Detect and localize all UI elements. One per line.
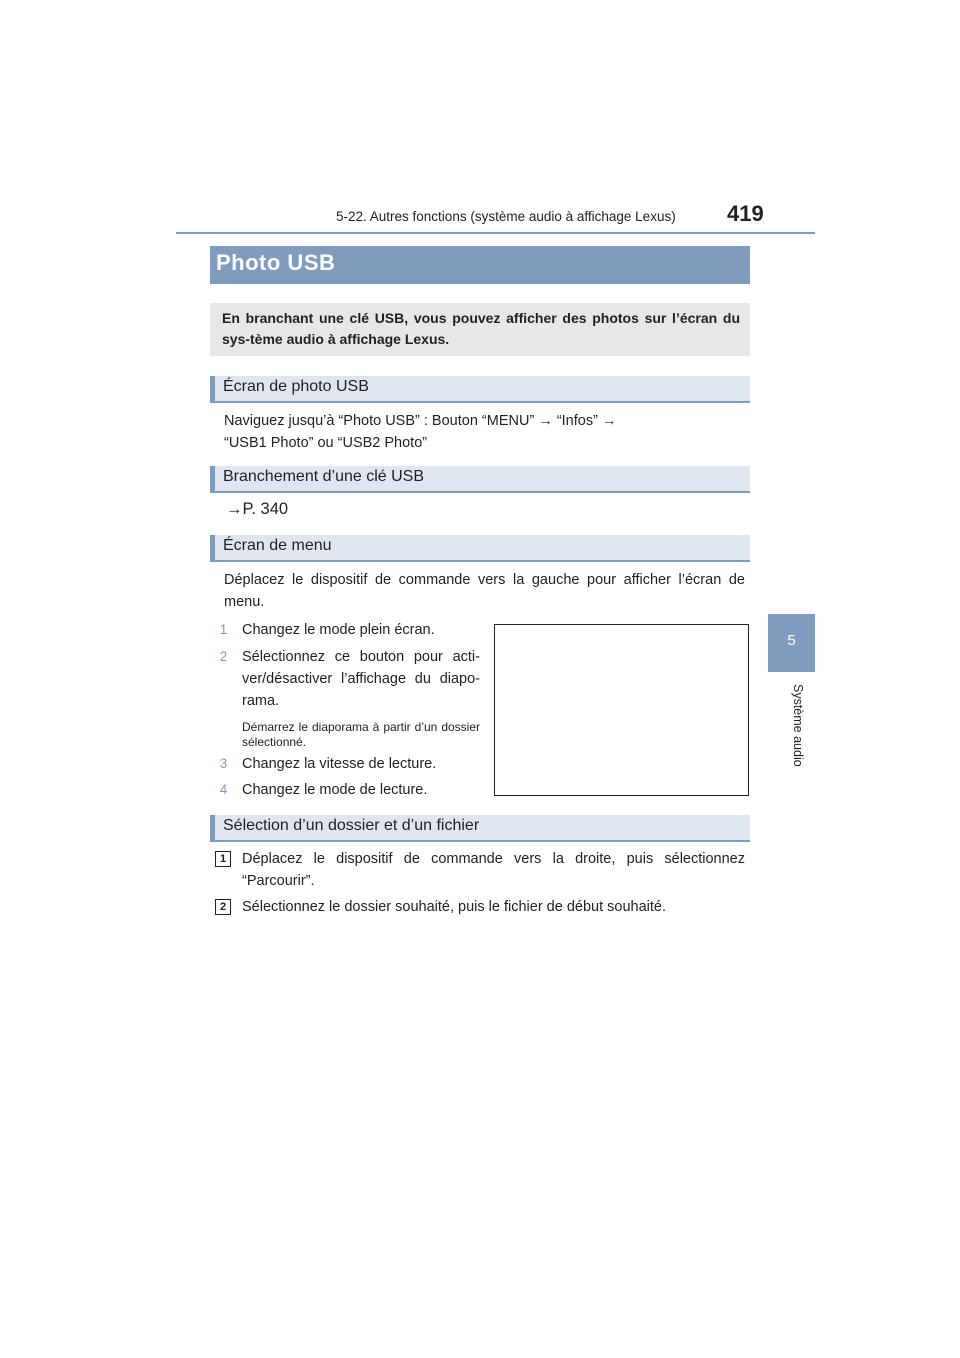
menu-screen-illustration (494, 624, 749, 796)
menu-note: Démarrez le diaporama à partir d’un dossier sélectionné. (242, 720, 480, 749)
step-number: 2 (215, 899, 231, 915)
intro-text: En branchant une clé USB, vous pouvez afficher des photos sur l’écran du sys-tème audio à affichage Lexus. (222, 310, 740, 347)
section-heading-menu-screen (210, 535, 750, 562)
section-marker (210, 815, 215, 840)
menu-instruction: Déplacez le dispositif de commande vers la gauche pour afficher l’écran de menu. (224, 572, 745, 610)
menu-item-text: Changez la vitesse de lecture. (242, 756, 437, 772)
section-heading-folder-file-selection (210, 815, 750, 842)
intro-box (210, 303, 750, 356)
callout-number: 1 (219, 622, 228, 637)
callout-number: 3 (219, 756, 228, 771)
navigation-path-line-2: “USB1 Photo” ou “USB2 Photo” (224, 435, 428, 451)
navigation-path-line-1: Naviguez jusqu’à “Photo USB” : Bouton “MENU” → “Infos” → (224, 413, 617, 429)
callout-number: 4 (219, 782, 228, 797)
chapter-label: Système audio (791, 684, 805, 767)
header-rule (176, 232, 815, 234)
chapter-number: 5 (787, 632, 796, 649)
navigation-path (224, 410, 744, 454)
section-marker (210, 535, 215, 560)
section-heading-usb-connect (210, 466, 750, 493)
running-header: 5-22. Autres fonctions (système audio à affichage Lexus) (336, 209, 676, 224)
step-number: 1 (215, 851, 231, 867)
section-heading-text: Écran de photo USB (223, 378, 369, 395)
step-text: Sélectionnez le dossier souhaité, puis le fichier de début souhaité. (242, 899, 666, 915)
section-heading-usb-photo-screen (210, 376, 750, 403)
section-heading-text: Branchement d’une clé USB (223, 468, 424, 485)
page-number: 419 (727, 201, 764, 226)
menu-item-text: Changez le mode plein écran. (242, 622, 435, 638)
page-title: Photo USB (216, 250, 336, 275)
section-marker (210, 376, 215, 401)
page-reference: →P. 340 (226, 500, 289, 518)
menu-item-text: Sélectionnez ce bouton pour acti-ver/désactiver l’affichage du diapo-rama. (242, 649, 480, 709)
step-text: Déplacez le dispositif de commande vers la droite, puis sélectionnez “Parcourir”. (242, 851, 745, 889)
callout-number: 2 (219, 649, 228, 664)
section-heading-text: Sélection d’un dossier et d’un fichier (223, 817, 480, 834)
menu-item-text: Changez le mode de lecture. (242, 782, 428, 798)
section-marker (210, 466, 215, 491)
section-heading-text: Écran de menu (223, 537, 332, 554)
